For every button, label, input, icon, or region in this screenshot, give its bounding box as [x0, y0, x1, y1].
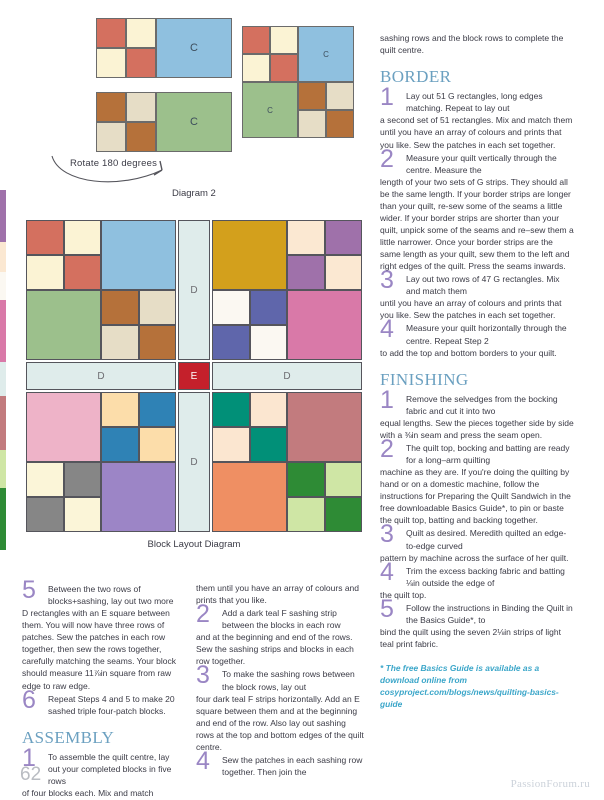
instruction-step: [380, 266, 576, 321]
large-square-patch: [26, 290, 101, 360]
page-edge-color-strip: [0, 190, 6, 550]
large-square-patch: [287, 290, 362, 360]
sashing-strip-d-horizontal: D: [212, 362, 362, 390]
step-lead-text: Repeat Steps 4 and 5 to make 20 sashed triple four-patch blocks.: [48, 693, 175, 716]
quilt-block-bottom-left: [26, 392, 176, 532]
step-lead-text: Lay out 51 G rectangles, long edges matching. Repeat to lay out: [406, 91, 543, 114]
step-lead-text: Trim the excess backing fabric and batting ⅛in outside the edge of: [406, 565, 565, 588]
step-number: 1: [380, 83, 394, 112]
step-body-text: to add the top and bottom borders to your quilt.: [380, 347, 557, 358]
four-patch-unit: [212, 392, 287, 462]
sashing-strip-d-vertical: D: [178, 392, 210, 532]
step-lead-text: To assemble the quilt centre, lay out your completed blocks in five rows: [48, 751, 172, 786]
instruction-step: [196, 600, 364, 667]
four-patch-unit: [101, 290, 176, 360]
sashing-strip-d-vertical: D: [178, 220, 210, 360]
text-column-left: [22, 576, 182, 799]
section-heading-finishing: FINISHING: [380, 369, 469, 389]
step-lead-text: To make the sashing rows between the block rows, lay out: [222, 669, 355, 692]
instruction-step: [22, 685, 182, 717]
instruction-step: [22, 576, 182, 692]
four-patch-unit: [26, 220, 101, 290]
block-quadrant: [101, 462, 176, 532]
diagram-2-units: [96, 18, 232, 152]
step-body-text: D rectangles with an E square between them. You will now have three rows of patches. Sew the patches in each row together, then sew the rows together, carefully matching the seams. Your block should measure 11⅞in square from raw edge to raw edge.: [22, 608, 177, 691]
c-square-label: C: [156, 18, 232, 78]
large-square-patch: [287, 392, 362, 462]
step-number: 3: [196, 661, 210, 690]
c-square-label: C: [298, 26, 354, 82]
step-body-text: length of your two sets of G strips. They should all be the same length. If your border strips are longer than your quilt, re-sew some of the seams a little wider. If your border strips are shorter than your quilt, unpick some of the seams and re–sew them a little narrower. Once your border strips are the same length as your quilt, sew them to the left and right edges of the quilt. Press the seams inwards.: [380, 176, 574, 272]
four-patch-unit: [242, 26, 298, 82]
block-quadrant: [212, 462, 287, 532]
step-body-text: equal lengths. Sew the pieces together side by side with a ⅜in seam and press the seam open.: [380, 417, 574, 440]
four-patch-unit: [298, 82, 354, 138]
section-heading-assembly: ASSEMBLY: [22, 727, 115, 747]
large-square-patch: [212, 462, 287, 532]
step-body-text: and at the beginning and end of the rows. Sew the sashing strips and blocks in each row together.: [196, 632, 354, 667]
page-number: 62: [20, 764, 42, 785]
diagram-2: [22, 18, 352, 208]
instruction-step: [380, 385, 576, 441]
block-quadrant: [212, 220, 287, 290]
diagram-2-rect-top: [96, 18, 232, 78]
step-lead-text: Between the two rows of blocks+sashing, lay out two more: [48, 584, 174, 607]
instruction-step: [196, 661, 364, 752]
step-body-text: four dark teal F strips horizontally. Add an E square between them and at the beginning and end of the row. Also lay out sashing rows at the top and bottom edges of the quilt centre.: [196, 693, 364, 752]
step-body-text: pattern by machine across the surface of her quilt.: [380, 552, 569, 563]
large-square-patch: [26, 392, 101, 462]
block-quadrant: [101, 220, 176, 290]
step-body-text: the quilt top.: [380, 589, 427, 600]
block-quadrant: [26, 392, 101, 462]
step-number: 6: [22, 685, 36, 714]
step-lead-text: Remove the selvedges from the bocking fabric and cut it into two: [406, 393, 558, 416]
rotate-instruction-label: Rotate 180 degrees: [70, 158, 158, 169]
block-quadrant: [287, 392, 362, 462]
block-quadrant: [212, 290, 287, 360]
step-lead-text: Add a dark teal F sashing strip between the blocks in each row: [222, 608, 341, 631]
large-square-patch: [101, 220, 176, 290]
step-number: 3: [380, 520, 394, 549]
continuation-paragraph: sashing rows and the block rows to complete the quilt centre.: [380, 33, 564, 56]
step-number: 4: [380, 315, 394, 344]
c-square-label: C: [156, 92, 232, 152]
block-quadrant: [26, 290, 101, 360]
four-patch-unit: [287, 220, 362, 290]
footnote-basics-guide-link[interactable]: * The free Basics Guide is available as a download online from cosyproject.com/blogs/news/quilting-basics-guide: [380, 663, 559, 709]
block-layout-diagram: [26, 220, 362, 552]
instruction-step: [380, 520, 576, 563]
c-square-label: C: [242, 82, 298, 138]
step-number: 5: [380, 594, 394, 623]
block-quadrant: [287, 220, 362, 290]
block-layout-grid: [26, 220, 362, 532]
block-quadrant: [26, 462, 101, 532]
step-number: 3: [380, 266, 394, 295]
diagram-2-caption: Diagram 2: [172, 188, 216, 199]
step-lead-text: Lay out two rows of 47 G rectangles. Mix and match them: [406, 274, 560, 297]
diagram-2-assembled-block: [242, 26, 354, 138]
text-column-middle: [196, 582, 364, 778]
assembled-quadrant-top-left: [242, 26, 298, 82]
block-quadrant: [287, 290, 362, 360]
step-number: 1: [380, 385, 394, 414]
four-patch-unit: [26, 462, 101, 532]
instruction-step: [380, 435, 576, 526]
assembled-quadrant-top-right: [298, 26, 354, 82]
large-square-patch: [101, 462, 176, 532]
sashing-strip-d-horizontal: D: [26, 362, 176, 390]
section-heading-border: BORDER: [380, 67, 452, 87]
step-lead-text: Sew the patches in each sashing row together. Then join the: [222, 754, 363, 777]
diagram-2-rect-bottom: [96, 92, 232, 152]
step-body-text: of four blocks each. Mix and match: [22, 788, 154, 798]
block-quadrant: [287, 462, 362, 532]
rotate-arrow-icon: [50, 150, 190, 190]
instruction-step: [196, 746, 364, 778]
quilt-block-bottom-right: [212, 392, 362, 532]
block-quadrant: [101, 290, 176, 360]
step-lead-text: Quilt as desired. Meredith quilted an edge-to-edge curved: [406, 528, 567, 551]
instruction-step: [380, 83, 576, 150]
four-patch-unit: [96, 18, 156, 78]
block-layout-diagram-caption: Block Layout Diagram: [147, 539, 241, 550]
step-body-text: bind the quilt using the seven 2⅛in strips of light teal print fabric.: [380, 626, 561, 649]
step-number: 1: [22, 743, 36, 772]
continuation-paragraph: them until you have an array of colours and prints that you like.: [196, 583, 360, 606]
quilt-block-top-left: [26, 220, 176, 360]
step-body-text: machine as they are. If you're doing the quilting by hand or on a domestic machine, follow the instructions for Preparing the Quilt Sandwich in the free downloadable Basics Guide*, to pin or baste the quilt top, batting and backing together.: [380, 467, 571, 526]
four-patch-unit: [101, 392, 176, 462]
site-watermark: PassionForum.ru: [510, 778, 590, 790]
step-lead-text: Measure your quilt vertically through the centre. Measure the: [406, 152, 557, 175]
step-number: 2: [380, 144, 394, 173]
four-patch-unit: [96, 92, 156, 152]
step-lead-text: Follow the instructions in Binding the Quilt in the Basics Guide*, to: [406, 602, 573, 625]
assembled-quadrant-bottom-left: [242, 82, 298, 138]
block-quadrant: [101, 392, 176, 462]
four-patch-unit: [287, 462, 362, 532]
instruction-step: [22, 743, 182, 799]
step-number: 5: [22, 576, 36, 604]
text-column-right: [380, 32, 576, 711]
large-square-patch: [212, 220, 287, 290]
step-number: 2: [196, 600, 210, 629]
instruction-step: [380, 315, 576, 358]
instruction-step: [380, 144, 576, 273]
assembled-quadrant-bottom-right: [298, 82, 354, 138]
four-patch-unit: [212, 290, 287, 360]
step-number: 4: [380, 557, 394, 586]
step-number: 4: [196, 746, 210, 775]
block-quadrant: [26, 220, 101, 290]
corner-square-e: E: [178, 362, 210, 390]
quilt-block-top-right: [212, 220, 362, 360]
step-body-text: a second set of 51 rectangles. Mix and match them until you have an array of colours and prints that you like. Sew the patches in each set together.: [380, 115, 573, 150]
step-body-text: until you have an array of colours and prints that you like. Sew the patches in each set together.: [380, 298, 562, 321]
step-lead-text: Measure your quilt horizontally through the centre. Repeat Step 2: [406, 323, 567, 346]
step-lead-text: The quilt top, bocking and batting are ready for a long–arm quilting: [406, 443, 570, 466]
block-quadrant: [212, 392, 287, 462]
step-number: 2: [380, 435, 394, 463]
